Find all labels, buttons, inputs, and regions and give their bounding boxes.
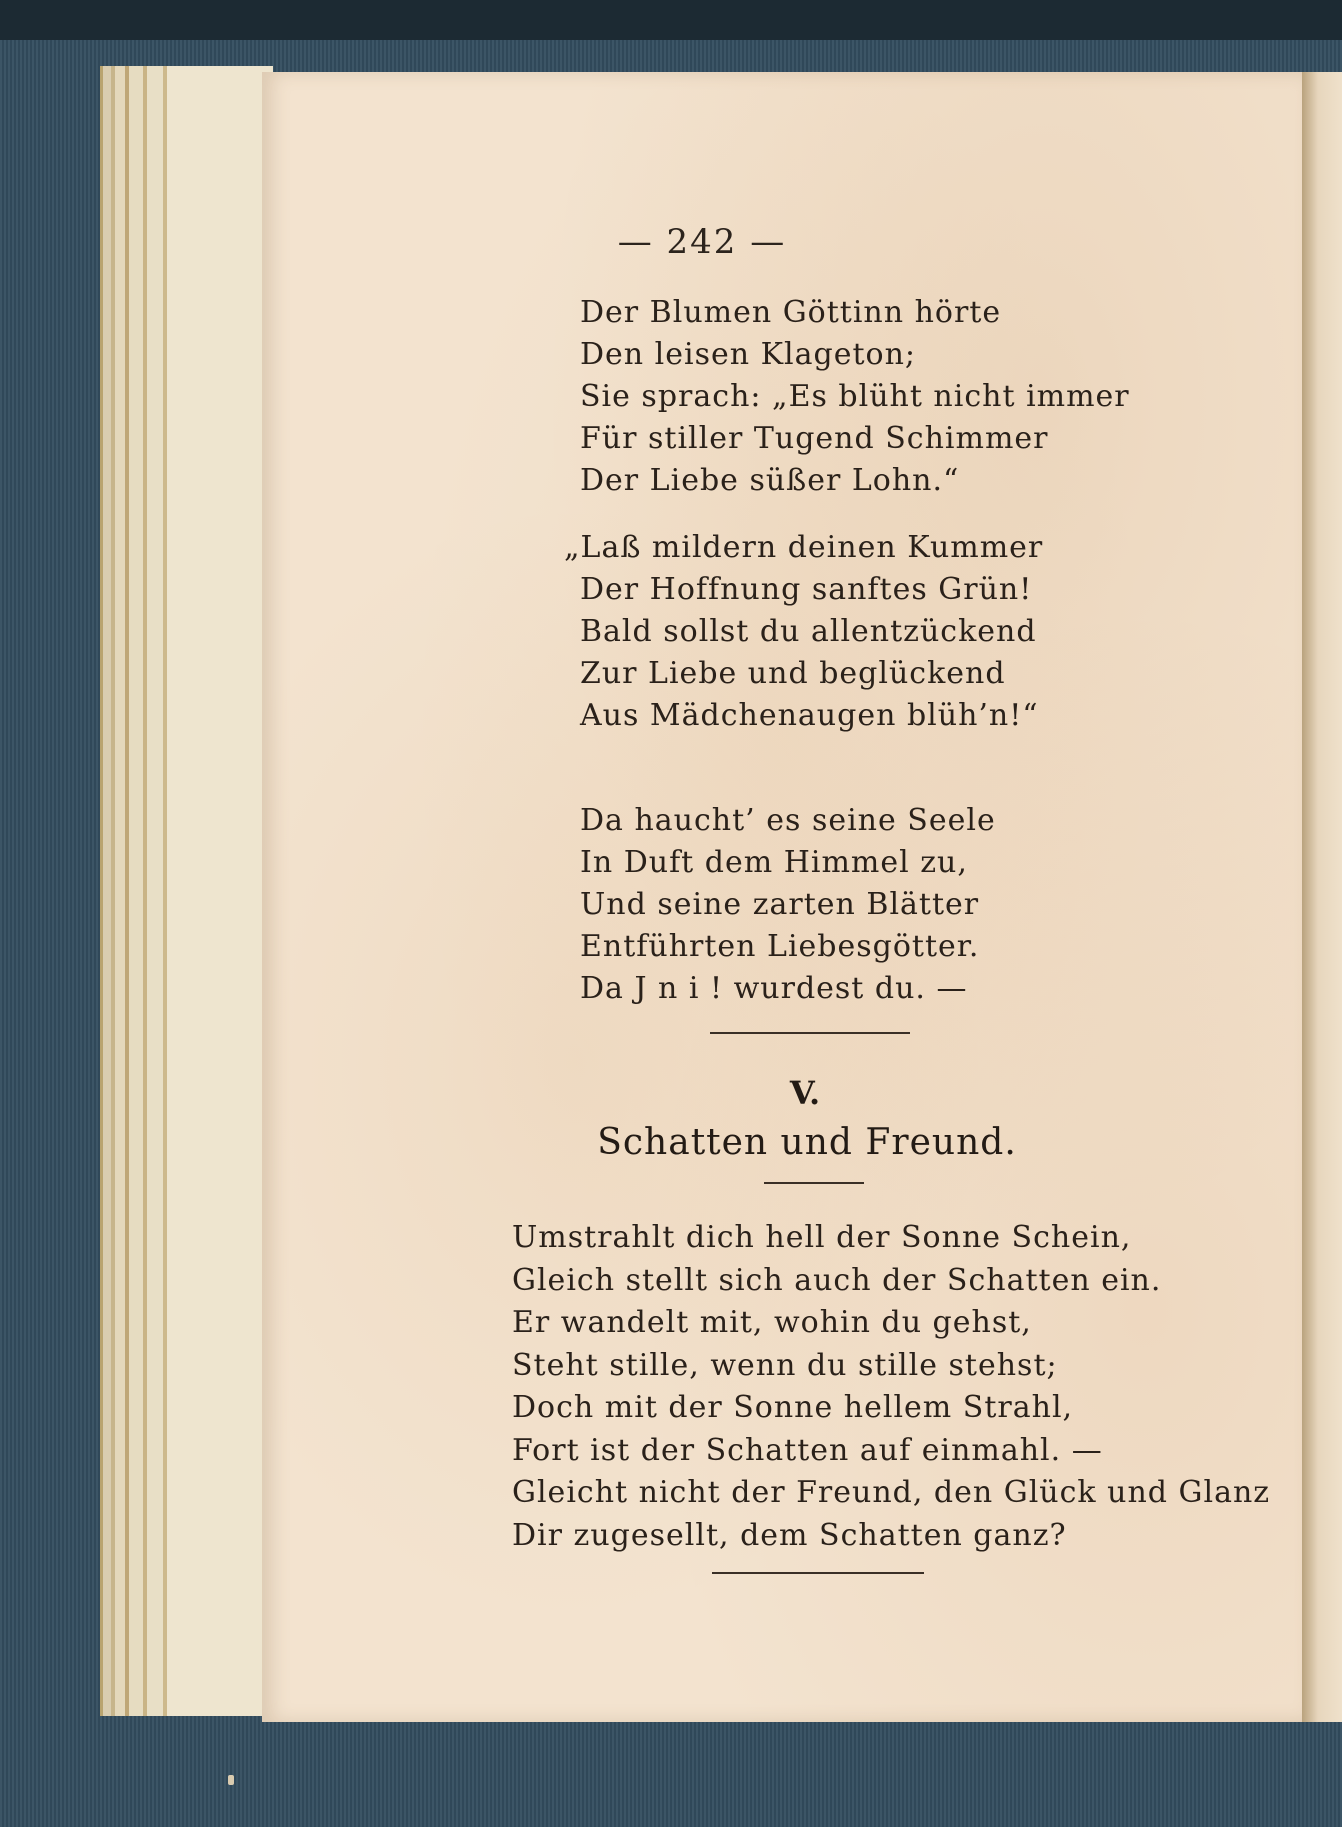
verse-line: Der Blumen Göttinn hörte xyxy=(580,295,1002,330)
book-page xyxy=(262,72,1302,1722)
book-cover-top-edge xyxy=(0,0,1342,40)
section-title: Schatten und Freund. xyxy=(597,1122,1017,1163)
cover-corner-mark xyxy=(228,1775,234,1785)
verse-line: Und seine zarten Blätter xyxy=(580,887,980,922)
stanza-2 xyxy=(564,527,1043,737)
verse-line: Sie sprach: „Es blüht nicht immer xyxy=(580,379,1130,414)
verse-line: Gleicht nicht der Freund, den Glück und Glanz xyxy=(512,1475,1271,1510)
title-underline xyxy=(764,1182,864,1184)
verse-line: Aus Mädchenaugen blüh’n!“ xyxy=(580,698,1039,733)
book-gutter xyxy=(1302,72,1342,1722)
verse-line: Da J n i ! wurdest du. — xyxy=(580,971,968,1006)
section-numeral: V. xyxy=(789,1074,821,1112)
verse-line: Er wandelt mit, wohin du gehst, xyxy=(512,1305,1032,1340)
verse-line: Bald sollst du allentzückend xyxy=(580,614,1037,649)
verse-line: In Duft dem Himmel zu, xyxy=(580,845,968,880)
end-divider xyxy=(712,1572,924,1574)
verse-line: Fort ist der Schatten auf einmahl. — xyxy=(512,1432,1103,1468)
verse-line: Dir zugesellt, dem Schatten ganz? xyxy=(512,1517,1067,1553)
verse-line: Da haucht’ es seine Seele xyxy=(580,803,996,838)
stanza-3 xyxy=(580,800,996,1010)
verse-line: Zur Liebe und beglückend xyxy=(580,656,1006,691)
verse-line: Steht stille, wenn du stille stehst; xyxy=(512,1347,1058,1383)
page-number: — 242 — xyxy=(617,222,787,262)
page-text-area xyxy=(262,72,1302,1722)
verse-line: Entführten Liebesgötter. xyxy=(580,929,980,964)
stanza-1 xyxy=(580,292,1130,502)
verse-line: Der Hoffnung sanftes Grün! xyxy=(580,572,1033,607)
page-edges xyxy=(100,66,273,1716)
verse-line: Den leisen Klageton; xyxy=(580,337,917,372)
verse-line: Für stiller Tugend Schimmer xyxy=(580,421,1049,456)
verse-line: Der Liebe süßer Lohn.“ xyxy=(580,463,960,498)
verse-line: „Laß mildern deinen Kummer xyxy=(564,530,1044,565)
verse-line: Umstrahlt dich hell der Sonne Schein, xyxy=(512,1220,1132,1255)
section-divider xyxy=(710,1032,910,1034)
verse-line: Gleich stellt sich auch der Schatten ein. xyxy=(512,1262,1162,1298)
poem-schatten-und-freund xyxy=(512,1217,1270,1557)
verse-line: Doch mit der Sonne hellem Strahl, xyxy=(512,1390,1074,1425)
